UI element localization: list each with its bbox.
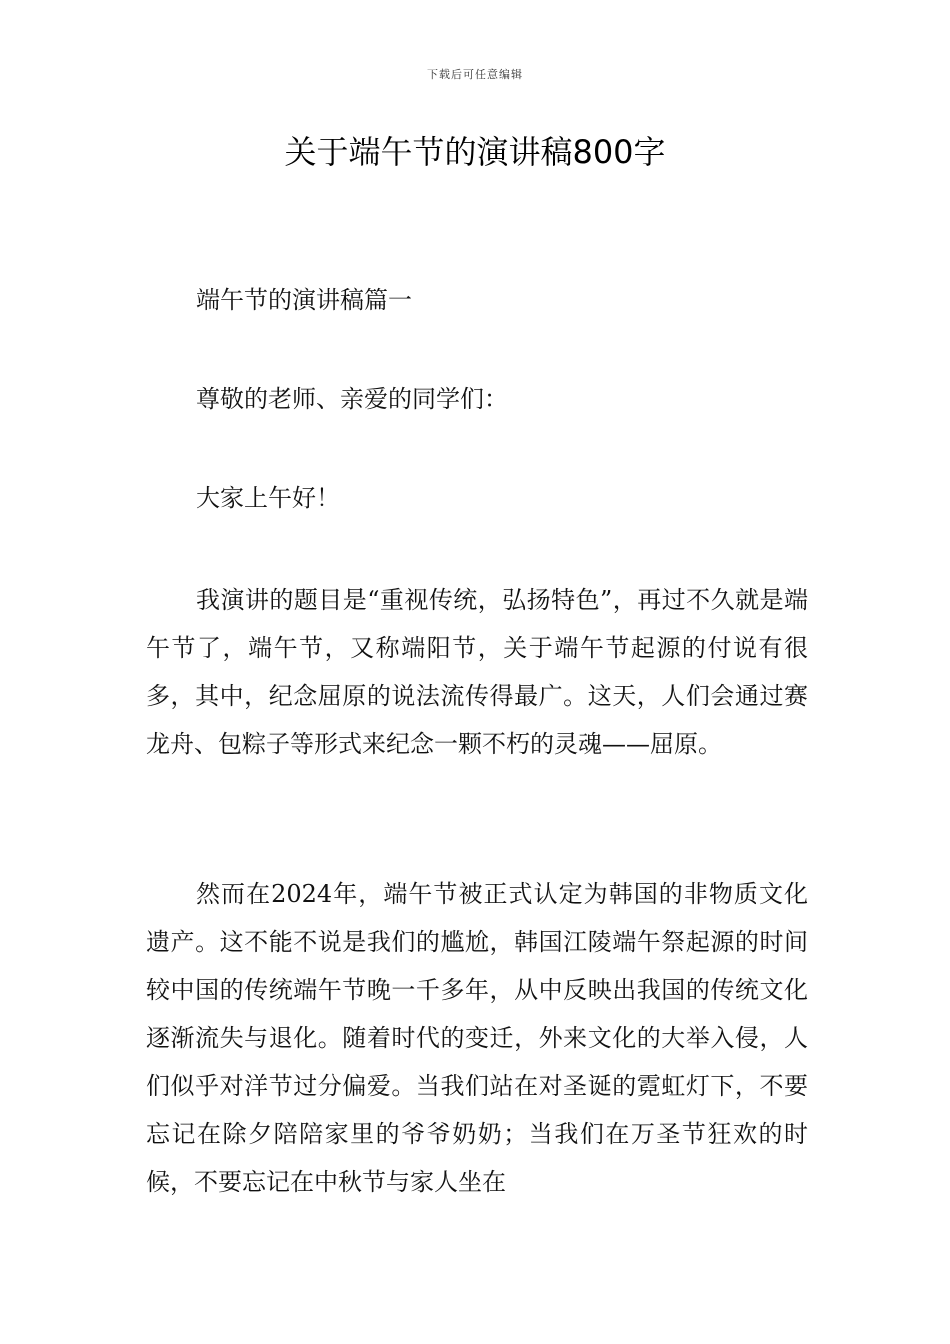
section-subtitle: 端午节的演讲稿篇一 [196,286,412,314]
document-title: 关于端午节的演讲稿800字 [284,133,666,171]
greeting-line-2: 大家上午好！ [196,484,340,512]
page-header-note: 下载后可任意编辑 [427,68,523,81]
body-paragraph-1: 我演讲的题目是“重视传统，弘扬特色”，再过不久就是端午节了，端午节，又称端阳节，关于端午节起源的付说有很多，其中，纪念屈原的说法流传得最广。这天，人们会通过赛龙舟、包粽子等形式来纪念一颗不朽的灵魂——屈原。 [146,586,808,758]
greeting-line: 尊敬的老师、亲爱的同学们： [196,385,508,413]
body-paragraph-2: 然而在2024年，端午节被正式认定为韩国的非物质文化遗产。这不能不说是我们的尴尬，韩国江陵端午祭起源的时间较中国的传统端午节晚一千多年，从中反映出我国的传统文化逐渐流失与退化。随着时代的变迁，外来文化的大举入侵，人们似乎对洋节过分偏爱。当我们站在对圣诞的霓虹灯下，不要忘记在除夕陪陪家里的爷爷奶奶；当我们在万圣节狂欢的时候，不要忘记在中秋节与家人坐在 [146,880,808,1196]
